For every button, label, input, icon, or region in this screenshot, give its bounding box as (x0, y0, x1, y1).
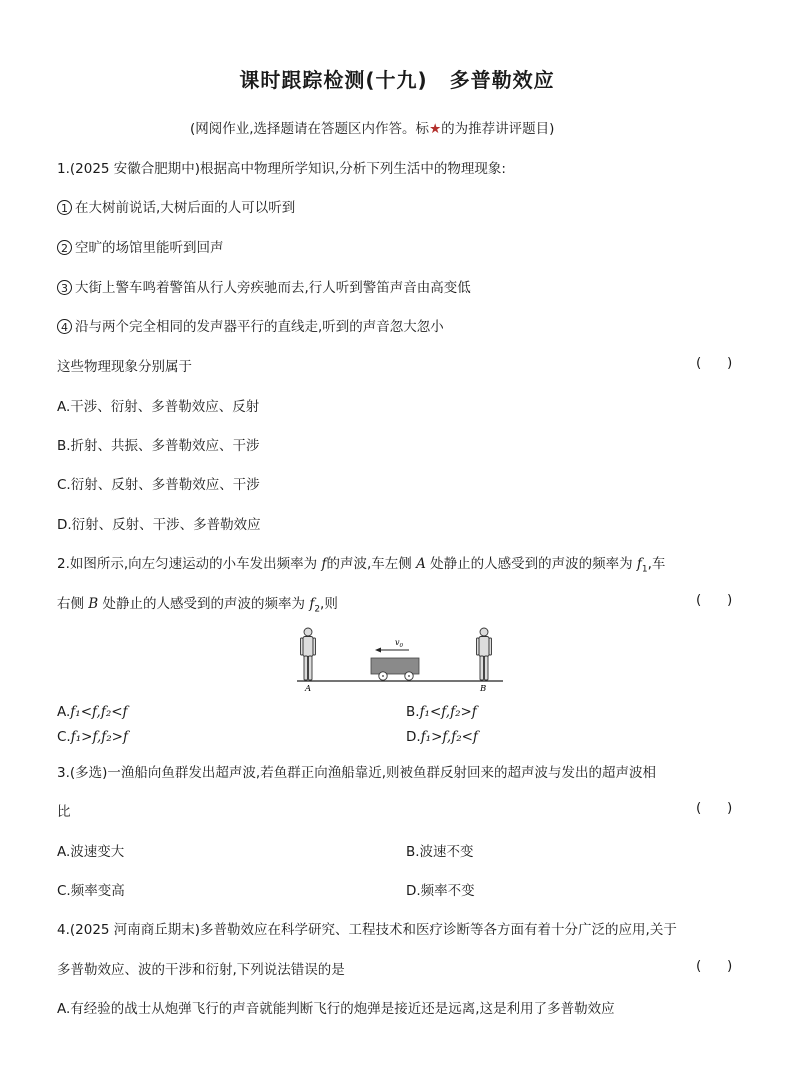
q2-stem-line2: 右侧 B 处静止的人感受到的声波的频率为 $f_2$,则 (57, 596, 338, 615)
q1-item-2: 2 空旷的场馆里能听到回声 (57, 236, 224, 256)
label-b: B (480, 684, 487, 694)
circled-number-icon: 4 (57, 319, 72, 334)
q1-item-1: 1 在大树前说话,大树后面的人可以听到 (57, 196, 295, 216)
q1-option-a: A.干涉、衍射、多普勒效应、反射 (57, 399, 260, 415)
label-a: A (305, 684, 312, 694)
q2-answer-blank: ( ) (696, 592, 733, 608)
velocity-label: $v_0$ (395, 638, 404, 649)
q3-answer-blank: ( ) (696, 800, 733, 816)
person-a-icon (301, 628, 316, 680)
q2-option-c: C.f₁>f,f₂>f (57, 729, 128, 745)
q3-stem-line1: 3.(多选)一渔船向鱼群发出超声波,若鱼群正向渔船靠近,则被鱼群反射回来的超声波与发出的超声波相 (57, 765, 656, 781)
q3-option-d: D.频率不变 (406, 883, 475, 899)
q4-stem-line2: 多普勒效应、波的干涉和衍射,下列说法错误的是 (57, 962, 345, 978)
q1-ask: 这些物理现象分别属于 (57, 359, 192, 375)
q1-item-3: 3 大街上警车鸣着警笛从行人旁疾驰而去,行人听到警笛声音由高变低 (57, 276, 471, 296)
q1-option-b: B.折射、共振、多普勒效应、干涉 (57, 438, 260, 454)
title-main: 课时跟踪检测(十九) (239, 68, 428, 92)
q1-item-4: 4 沿与两个完全相同的发声器平行的直线走,听到的声音忽大忽小 (57, 315, 444, 335)
instruction-note: (网阅作业,选择题请在答题区内作答。标★的为推荐讲评题目) (190, 121, 555, 137)
circled-number-icon: 2 (57, 240, 72, 255)
q1-answer-blank: ( ) (696, 355, 733, 371)
title-topic: 多普勒效应 (449, 68, 555, 92)
q3-stem-line2: 比 (57, 804, 71, 820)
arrow-head-icon (375, 648, 381, 653)
q1-option-c: C.衍射、反射、多普勒效应、干涉 (57, 477, 260, 493)
star-icon: ★ (429, 121, 442, 137)
q2-option-b: B.f₁<f,f₂>f (406, 704, 477, 720)
q3-option-c: C.频率变高 (57, 883, 125, 899)
q2-stem-line1: 2.如图所示,向左匀速运动的小车发出频率为 f的声波,车左侧 A 处静止的人感受到的声波的频率为 $f_1$,车 (57, 556, 666, 575)
q2-option-d: D.f₁>f,f₂<f (406, 729, 478, 745)
circled-number-icon: 1 (57, 200, 72, 215)
person-b-icon (477, 628, 492, 680)
cart-icon (371, 658, 419, 680)
q1-stem: 1.(2025 安徽合肥期中)根据高中物理所学知识,分析下列生活中的物理现象: (57, 161, 506, 177)
q4-stem-line1: 4.(2025 河南商丘期末)多普勒效应在科学研究、工程技术和医疗诊断等各方面有着十分广泛的应用,关于 (57, 922, 677, 938)
q3-option-a: A.波速变大 (57, 844, 125, 860)
q3-option-b: B.波速不变 (406, 844, 474, 860)
q4-answer-blank: ( ) (696, 958, 733, 974)
circled-number-icon: 3 (57, 280, 72, 295)
q1-option-d: D.衍射、反射、干涉、多普勒效应 (57, 517, 261, 533)
q2-option-a: A.f₁<f,f₂<f (57, 704, 128, 720)
doppler-figure (295, 624, 505, 696)
q4-option-a: A.有经验的战士从炮弹飞行的声音就能判断飞行的炮弹是接近还是远离,这是利用了多普勒效应 (57, 1001, 615, 1017)
page-title (0, 64, 794, 93)
